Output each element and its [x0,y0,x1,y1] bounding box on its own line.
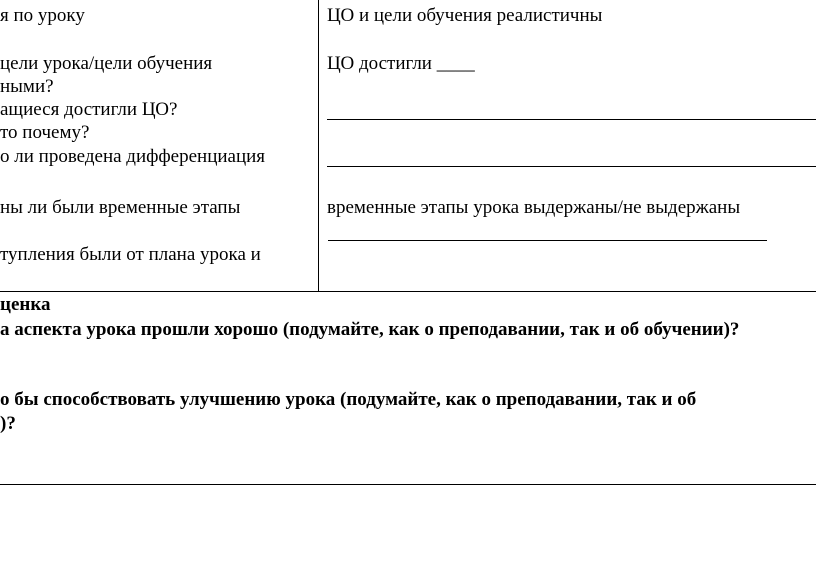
question-text: о бы способствовать улучшению урока (подумайте, как о преподавании, так и об [0,389,697,410]
fill-in-blank-line [328,240,767,241]
left-text-line: ны ли были временные этапы [0,197,241,218]
fill-in-blank-line [327,166,816,167]
right-text-line: временные этапы урока выдержаны/не выдержаны [327,197,741,218]
left-text-line: я по уроку [0,5,85,26]
left-text-line: ными? [0,76,54,97]
left-text-line: ащиеся достигли ЦО? [0,99,178,120]
question-text: а аспекта урока прошли хорошо (подумайте, как о преподавании, так и об обучении)? [0,319,740,340]
left-text-line: то почему? [0,122,90,143]
table-bottom-border [0,291,816,292]
right-text-line: ЦО и цели обучения реалистичны [327,5,603,26]
right-text-line: ЦО достигли ____ [327,53,475,74]
left-text-line: о ли проведена дифференциация [0,146,266,167]
table-column-divider [318,0,319,291]
question-text: )? [0,413,16,434]
table-bottom-border [0,484,816,485]
left-text-line: тупления были от плана урока и [0,244,261,265]
left-text-line: цели урока/цели обучения [0,53,213,74]
section-heading: ценка [0,294,51,315]
fill-in-blank-line [327,119,816,120]
